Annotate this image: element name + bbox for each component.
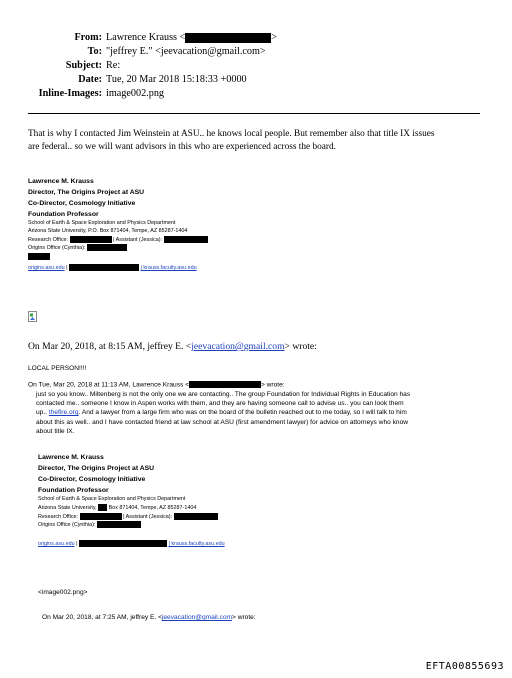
header-to-row	[0, 46, 512, 60]
quote-2-intro	[42, 614, 256, 621]
sig-research-office: Research Office:	[38, 513, 79, 520]
from-value: Lawrence Krauss <	[106, 32, 186, 43]
to-label: To:	[87, 46, 102, 57]
sig-origins-office: Origins Office (Cynthia):	[28, 245, 86, 252]
sig-title-3: Foundation Professor	[38, 487, 109, 494]
sig-school: School of Earth & Space Exploration and Physics Department	[38, 496, 186, 502]
tue-suffix: > wrote:	[260, 381, 285, 389]
signature-block-1	[28, 176, 208, 273]
header-subject-row	[0, 60, 512, 74]
origins-link[interactable]: origins.asu.edu	[38, 540, 75, 547]
sig-address: Arizona State University, P.O. Box 871404, Tempe, AZ 85287-1404	[28, 227, 188, 234]
inline-images-value: image002.png	[106, 88, 165, 99]
sig-title-1: Director, The Origins Project at ASU	[28, 189, 145, 196]
sig-separator: |	[66, 264, 68, 271]
redaction-block	[79, 540, 167, 547]
sig-address-prefix: Arizona State University,	[38, 504, 97, 511]
quoted-line-5: about title IX.	[36, 427, 75, 435]
from-label: From:	[74, 32, 102, 43]
sig-title-3: Foundation Professor	[28, 211, 99, 218]
header-from-row	[0, 32, 512, 46]
sig-research-office: Research Office:	[28, 236, 69, 243]
date-label: Date:	[78, 74, 102, 85]
redaction-block	[98, 504, 107, 511]
quote-2-intro-prefix: On Mar 20, 2018, at 7:25 AM, jeffrey E. <	[42, 614, 162, 621]
redaction-block	[164, 236, 208, 243]
subject-label: Subject:	[65, 60, 102, 71]
inline-images-label: Inline-Images:	[38, 88, 102, 99]
header-inline-images-row	[0, 88, 512, 102]
sig-title-1: Director, The Origins Project at ASU	[38, 465, 155, 472]
sig-name: Lawrence M. Krauss	[38, 454, 104, 461]
header-divider	[28, 113, 480, 114]
sig-assistant: | Assistant (Jessica):	[123, 513, 173, 520]
bates-number: EFTA00855693	[425, 661, 504, 672]
quote-2-intro-suffix: > wrote:	[232, 614, 256, 621]
sig-school: School of Earth & Space Exploration and Physics Department	[28, 220, 176, 226]
quoted-line-3-suffix: . And a lawyer from a large firm who was on the board of the bulletin reached out to me today, so I will talk to him	[78, 409, 407, 417]
quote-1-intro	[28, 341, 317, 352]
thefire-link[interactable]: thefire.org	[48, 409, 79, 417]
body-line-1: That is why I contacted Jim Weinstein at ASU.. he knows local people. But remember also that title IX issues	[28, 129, 435, 139]
redaction-block	[97, 521, 141, 528]
header-date-row	[0, 74, 512, 88]
quoted-line-2: contacted me.. someone I know in Aspen works with them, and they are having someone call to advise us.. you can look them	[36, 400, 404, 408]
redaction-block	[70, 236, 112, 243]
krauss-faculty-link[interactable]: | krauss.faculty.asu.edu	[140, 264, 197, 271]
sig-title-2: Co-Director, Cosmology Initiative	[28, 200, 136, 207]
redaction-block	[87, 244, 127, 251]
sig-name: Lawrence M. Krauss	[28, 178, 94, 185]
sig-separator: |	[76, 540, 78, 547]
redaction-block	[189, 381, 261, 388]
redaction-block	[80, 513, 122, 520]
quote-1-intro-suffix: > wrote:	[284, 341, 317, 352]
quote-2-email-link[interactable]: jeevacation@gmail.com	[161, 614, 233, 621]
date-value: Tue, 20 Mar 2018 15:18:33 +0000	[106, 74, 247, 85]
sig-origins-office: Origins Office (Cynthia):	[38, 522, 96, 529]
quote-1-email-link[interactable]: jeevacation@gmail.com	[191, 341, 285, 352]
quoted-paragraph	[36, 390, 410, 436]
redaction-block	[28, 253, 50, 260]
quote-1-tue-line	[28, 381, 285, 388]
quoted-line-3-prefix: up..	[36, 409, 47, 417]
sig-title-2: Co-Director, Cosmology Initiative	[38, 476, 146, 483]
body-line-2: are federal.. so we will want advisors in this who are experienced across the board.	[28, 142, 336, 152]
local-person-line: LOCAL PERSON!!!!	[28, 365, 87, 372]
signature-block-2	[38, 452, 225, 549]
subject-value: Re:	[106, 60, 121, 71]
origins-link[interactable]: origins.asu.edu	[28, 264, 65, 271]
image-reference: <image002.png>	[38, 589, 88, 596]
sig-address-suffix: Box 871404, Tempe, AZ 85287-1404	[108, 504, 197, 511]
from-close: >	[271, 32, 278, 43]
to-value: "jeffrey E." <jeevacation@gmail.com>	[106, 46, 266, 57]
tue-prefix: On Tue, Mar 20, 2018 at 11:13 AM, Lawrence Krauss <	[28, 381, 189, 389]
quote-1-intro-prefix: On Mar 20, 2018, at 8:15 AM, jeffrey E. <	[28, 341, 192, 352]
redaction-block	[174, 513, 218, 520]
sig-assistant: | Assistant (Jessica):	[113, 236, 163, 243]
redaction-block	[185, 33, 271, 43]
redaction-block	[69, 264, 139, 271]
message-body	[28, 128, 435, 154]
broken-image-icon	[28, 309, 37, 320]
quoted-line-4: about this as well.. and I have contacted friend at law school at ASU (first amendment lawyer) for advice on attorneys who know	[36, 418, 409, 426]
quoted-line-1: just so you know.. Miltenberg is not the only one we are contacting.. The group Foundation for Individual Rights in Education has	[36, 391, 411, 398]
krauss-faculty-link[interactable]: | krauss.faculty.asu.edu	[168, 540, 225, 547]
